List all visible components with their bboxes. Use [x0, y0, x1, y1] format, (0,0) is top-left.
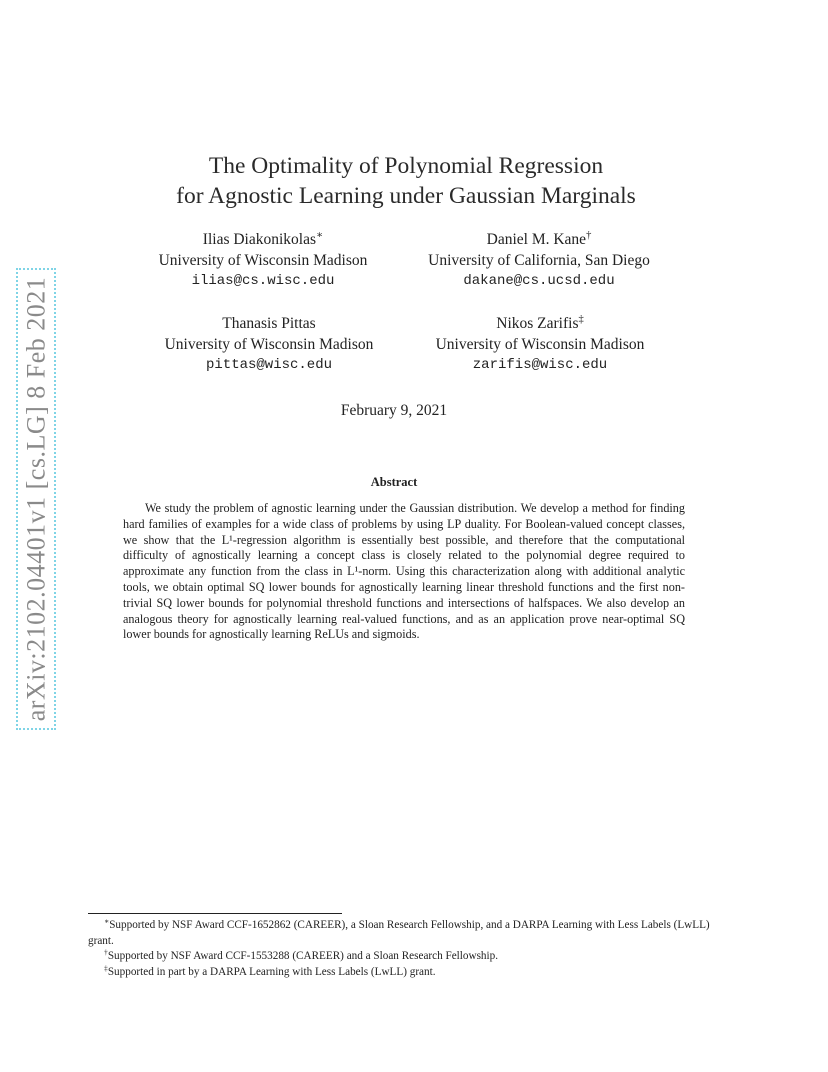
author-affiliation: University of Wisconsin Madison — [158, 252, 368, 269]
author-name: Nikos Zarifis — [496, 315, 579, 332]
footnote — [88, 918, 724, 949]
author-block — [414, 313, 666, 376]
footnotes — [88, 918, 724, 980]
abstract-heading: Abstract — [370, 475, 418, 489]
author-block — [144, 313, 394, 376]
author-affiliation: University of California, San Diego — [428, 252, 650, 269]
arxiv-stamp — [16, 268, 56, 730]
paper-title-line-2: for Agnostic Learning under Gaussian Marginals — [176, 183, 636, 209]
author-name-line — [412, 229, 666, 250]
author-block — [412, 229, 666, 292]
footnote — [88, 962, 724, 981]
author-name-line — [138, 229, 388, 250]
footnote-mark: † — [104, 947, 108, 957]
footnote-text: Supported by NSF Award CCF-1553288 (CAREER) and a Sloan Research Fellowship. — [107, 950, 499, 962]
footnote-text: Supported by NSF Award CCF-1652862 (CAREER), a Sloan Research Fellowship, and a DARPA Learning with Less Labels (LwLL) grant. — [88, 919, 710, 947]
footnote-text: Supported in part by a DARPA Learning with Less Labels (LwLL) grant. — [107, 965, 436, 978]
author-name-line — [144, 313, 394, 334]
footnote-mark: ∗ — [104, 916, 110, 926]
author-email[interactable]: pittas@wisc.edu — [205, 357, 333, 373]
author-name: Ilias Diakonikolas — [202, 231, 317, 248]
author-name-line — [414, 313, 666, 334]
author-affiliation: University of Wisconsin Madison — [435, 336, 645, 353]
footnote-mark: ‡ — [104, 962, 108, 972]
author-email[interactable]: ilias@cs.wisc.edu — [191, 273, 335, 289]
author-name: Thanasis Pittas — [222, 315, 316, 332]
author-email[interactable]: dakane@cs.ucsd.edu — [463, 273, 615, 289]
paper-title-line-1: The Optimality of Polynomial Regression — [208, 153, 604, 179]
author-email[interactable]: zarifis@wisc.edu — [472, 357, 608, 373]
publication-date: February 9, 2021 — [340, 402, 448, 419]
author-footnote-mark: ∗ — [316, 229, 324, 241]
footnote — [88, 949, 724, 965]
arxiv-identifier: arXiv:2102.04401v1 [cs.LG] 8 Feb 2021 — [21, 276, 50, 722]
author-affiliation: University of Wisconsin Madison — [164, 336, 374, 353]
author-name: Daniel M. Kane — [486, 231, 587, 248]
author-block — [138, 229, 388, 292]
footnote-rule — [88, 913, 342, 914]
author-footnote-mark: ‡ — [578, 313, 584, 325]
author-footnote-mark: † — [586, 229, 592, 241]
abstract-text: We study the problem of agnostic learning under the Gaussian distribution. We develop a method for finding hard families of examples for a wide class of problems by using LP duality. For Boolean-valued concept classes, we show that the L¹-regression algorithm is essentially best possible, and therefore that the computational difficulty of agnostically learning a concept class is closely related to the polynomial degree required to approximate any function from the class in L¹-norm. Using this characterization along with additional analytic tools, we obtain optimal SQ lower bounds for agnostically learning linear threshold functions and the first non-trivial SQ lower bounds for polynomial threshold functions and intersections of halfspaces. We also develop an analogous theory for agnostically learning real-valued functions, and as an application prove near-optimal SQ lower bounds for agnostically learning ReLUs and sigmoids. — [123, 501, 685, 642]
